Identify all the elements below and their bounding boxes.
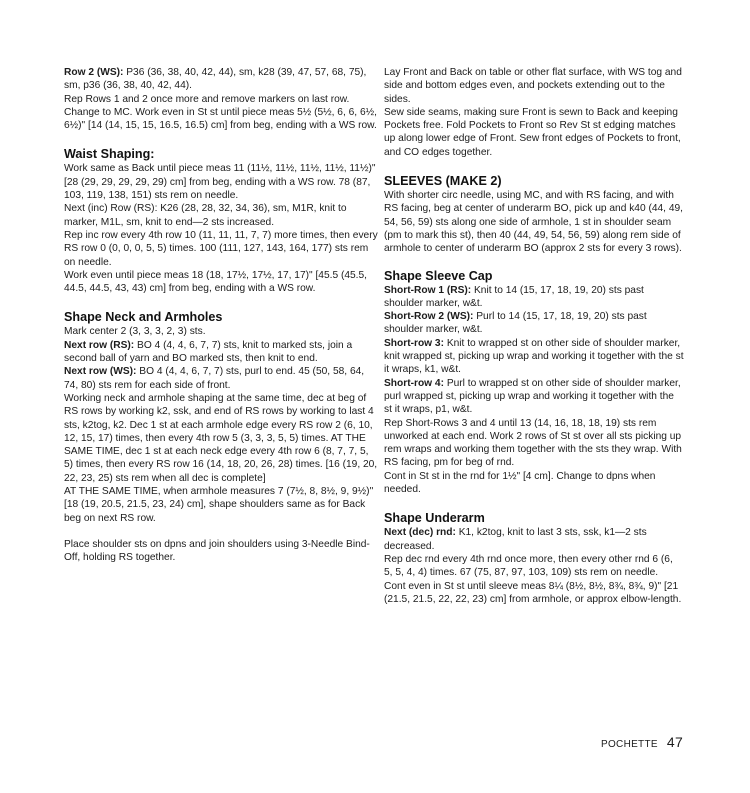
short-row-2-text: Purl to 14 (15, 17, 18, 19, 20) sts past shoulder marker, w&t. [384,311,647,336]
footer-section-name: POCHETTE [601,739,658,750]
row2-text: P36 (36, 38, 40, 42, 44), sm, k28 (39, 47, 57, 68, 75), sm, p36 (36, 38, 40, 42, 44). [64,67,367,92]
next-dec-text: K1, k2tog, knit to last 3 sts, ssk, k1—2 sts decreased. [384,527,647,552]
short-row-3-text: Knit to wrapped st on other side of shoulder marker, knit wrapped st, picking up wrap and working it together with the st it wraps, k1, w&t. [384,337,684,376]
waist-paragraph-3: Rep inc row every 4th row 10 (11, 11, 11, 7, 7) more times, then every RS row 0 (0, 0, 0, 5, 5) times. 100 (111, 127, 143, 164, 177) sts rem on needle. [64,229,378,268]
neck-armholes-heading: Shape Neck and Armholes [64,310,223,325]
lay-front-paragraph: Lay Front and Back on table or other flat surface, with WS tog and side and bottom edges even, and pockets extending out to the sides. [384,67,682,105]
short-row-4-label: Short-row 4: [384,377,444,389]
neck-next-rs-text: BO 4 (4, 4, 6, 7, 7) sts, knit to marked sts, join a second ball of yarn and BO marked sts, then knit to end. [64,339,353,365]
short-row-1-paragraph [384,284,684,311]
short-row-2-paragraph [384,310,684,337]
left-column [64,66,380,565]
right-column [384,66,684,606]
rep-short-rows-paragraph: Rep Short-Rows 3 and 4 until 13 (14, 16, 18, 18, 19) sts rem unworked at each end. Work 2 rows of St st over all sts picking up rem wraps and working them together with the sts they wrap. With RS facing, pm for beg of rnd. [384,417,682,469]
waist-shaping-heading: Waist Shaping: [64,147,155,162]
next-dec-label: Next (dec) rnd: [384,527,456,539]
sleeve-cap-heading: Shape Sleeve Cap [384,268,493,283]
next-dec-paragraph [384,526,684,553]
neck-paragraph-5: AT THE SAME TIME, when armhole measures 7 (7½, 8, 8½, 9, 9½)" [18 (19, 20.5, 21.5, 23, 24) cm], shape shoulders same as for Back beg on next RS row. [64,486,374,524]
place-shoulder-paragraph: Place shoulder sts on dpns and join shoulders using 3-Needle Bind-Off, holding RS together. [64,538,370,564]
neck-next-rs-paragraph [64,339,380,366]
underarm-heading: Shape Underarm [384,511,485,526]
neck-next-ws-text: BO 4 (4, 4, 6, 7, 7) sts, purl to end. 45 (50, 58, 64, 74, 80) sts rem for each side of front. [64,366,365,391]
short-row-4-text: Purl to wrapped st on other side of shoulder marker, purl wrapped st, picking up wrap and working it together with the st it wraps, p1, w&t. [384,377,681,416]
rep-dec-paragraph: Rep dec rnd every 4th rnd once more, then every other rnd 6 (6, 5, 5, 4, 4) times. 67 (75, 87, 97, 103, 109) sts rem on needle. [384,553,673,579]
rep-rows-paragraph: Rep Rows 1 and 2 once more and remove markers on last row. [64,93,350,105]
waist-paragraph-1: Work same as Back until piece meas 11 (11½, 11½, 11½, 11½, 11½)" [28 (29, 29, 29, 29, 29) cm] from beg, ending with a WS row. 78 (87, 103, 119, 138, 151) sts rem on needle. [64,163,376,202]
change-mc-paragraph: Change to MC. Work even in St st until piece meas 5½ (5½, 6, 6, 6½, 6½)" [14 (14, 15, 15, 16.5, 16.5) cm] from beg, ending with a WS row. [64,106,377,132]
short-row-4-paragraph [384,377,684,417]
waist-paragraph-2: Next (inc) Row (RS): K26 (28, 28, 32, 34, 36), sm, M1R, knit to marker, M1L, sm, knit to end—2 sts increased. [64,203,347,228]
short-row-3-paragraph [384,337,684,377]
page-footer [601,734,683,750]
waist-paragraph-4: Work even until piece meas 18 (18, 17½, 17½, 17, 17)" [45.5 (45.5, 44.5, 44.5, 43, 43) cm] from beg, ending with a WS row. [64,269,368,295]
neck-next-ws-paragraph [64,365,380,392]
row2-label: Row 2 (WS): [64,67,124,78]
short-row-2-label: Short-Row 2 (WS): [384,311,474,323]
short-row-3-label: Short-row 3: [384,337,444,349]
page-number: 47 [666,734,684,750]
cont-st-paragraph: Cont in St st in the rnd for 1½" [4 cm]. Change to dpns when needed. [384,470,656,496]
sleeves-heading: SLEEVES (MAKE 2) [384,174,502,189]
cont-even-paragraph: Cont even in St st until sleeve meas 8¼ (8½, 8½, 8¾, 8¾, 9)" [21 (21.5, 21.5, 22, 22, 23) cm] from armhole, or approx elbow-length. [384,580,682,605]
sew-side-paragraph: Sew side seams, making sure Front is sewn to Back and keeping Pockets free. Fold Pockets to Front so Rev St st edging matches up along lower edge of Front. Sew front edges of Pockets to front, and CO edges together. [384,106,681,158]
neck-paragraph-4: Working neck and armhole shaping at the same time, dec at beg of RS rows by working k2, ssk, and end of RS rows by working to last 4 sts, k2tog, k2. Dec 1 st at each armhole edge every RS row 2 (6, 10, 12, 15, 17) times, then every 4th row 5 (3, 3, 3, 5, 5) times. AT THE SAME TIME, dec 1 st at each neck edge every 4th row 6 (8, 7, 7, 5, 5) times, then every RS row 16 (14, 18, 20, 26, 28) times. [16 (19, 20, 22, 23, 25) sts rem when all dec is complete] [64,392,378,484]
neck-next-ws-label: Next row (WS): [64,366,137,378]
neck-next-rs-label: Next row (RS): [64,339,135,351]
short-row-1-text: Knit to 14 (15, 17, 18, 19, 20) sts past shoulder marker, w&t. [384,284,644,309]
sleeves-paragraph: With shorter circ needle, using MC, and with RS facing, and with RS facing, beg at center of underarm BO, pick up and k40 (44, 49, 54, 56, 59) sts along one side of armhole, 1 st in shoulder seam (pm to mark this st), then 40 (44, 49, 54, 56, 59) along rem side of armhole to center of underarm BO (approx 2 sts for every 3 rows). [384,190,684,255]
row2-paragraph [64,66,380,93]
neck-paragraph-1: Mark center 2 (3, 3, 3, 2, 3) sts. [64,326,206,338]
short-row-1-label: Short-Row 1 (RS): [384,284,472,296]
